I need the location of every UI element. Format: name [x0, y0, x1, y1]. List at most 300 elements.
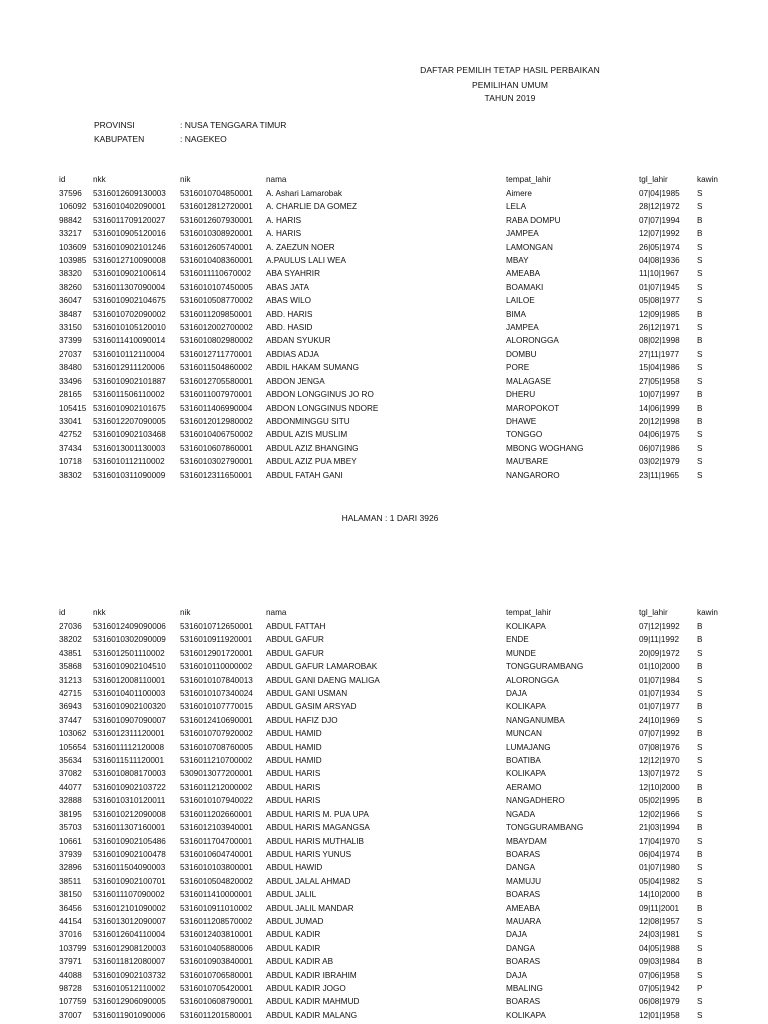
cell-nkk: 5316011709120027 [93, 215, 166, 225]
cell-id: 35634 [59, 756, 82, 766]
table-row [59, 767, 724, 780]
cell-kawin: B [697, 229, 703, 239]
table-row [59, 660, 724, 673]
cell-nik: 5316011202660001 [180, 809, 253, 819]
table-row [59, 915, 724, 928]
table-row [59, 727, 724, 740]
cell-nama: ABDUL HARIS [266, 769, 321, 779]
cell-id: 106092 [59, 202, 87, 212]
cell-nik: 5316012607930001 [180, 215, 253, 225]
cell-tgl-lahir: 05|08|1977 [639, 296, 680, 306]
table-row [59, 415, 724, 428]
cell-kawin: S [697, 689, 703, 699]
cell-nik: 5316011210700002 [180, 756, 253, 766]
cell-nik: 5316010504820002 [180, 876, 253, 886]
cell-nik: 5316010607860001 [180, 443, 253, 453]
cell-tempat-lahir: DANGA [506, 863, 536, 873]
cell-id: 37434 [59, 443, 82, 453]
cell-nama: ABDON JENGA [266, 376, 325, 386]
cell-tempat-lahir: AMEABA [506, 269, 541, 279]
cell-tempat-lahir: DAJA [506, 970, 527, 980]
cell-kawin: S [697, 715, 703, 725]
cell-tempat-lahir: LELA [506, 202, 527, 212]
cell-id: 38202 [59, 635, 82, 645]
document-year: TAHUN 2019 [484, 93, 536, 103]
cell-nkk: 5316010310120011 [93, 796, 166, 806]
table-row [59, 321, 724, 334]
cell-nama: ABDAN SYUKUR [266, 336, 331, 346]
cell-nik: 5316011410000001 [180, 890, 253, 900]
cell-kawin: S [697, 930, 703, 940]
cell-nama: ABDUL GASIM ARSYAD [266, 702, 357, 712]
table-row [59, 442, 724, 455]
col-header-nama: nama [266, 175, 287, 184]
cell-id: 107759 [59, 997, 87, 1007]
cell-tgl-lahir: 01|07|1934 [639, 689, 680, 699]
cell-kawin: S [697, 648, 703, 658]
cell-nama: ABDUL HARIS MUTHALIB [266, 836, 364, 846]
cell-nik: 5316010903840001 [180, 957, 253, 967]
cell-kawin: B [697, 702, 703, 712]
cell-nkk: 5316010105120010 [93, 323, 166, 333]
cell-tgl-lahir: 01|07|1945 [639, 282, 680, 292]
cell-tgl-lahir: 20|12|1998 [639, 416, 680, 426]
cell-kawin: S [697, 430, 703, 440]
table-row [59, 821, 724, 834]
table-row [59, 674, 724, 687]
cell-tgl-lahir: 04|08|1936 [639, 256, 680, 266]
cell-tempat-lahir: MBONG WOGHANG [506, 443, 584, 453]
table-row [59, 620, 724, 633]
cell-tgl-lahir: 27|11|1977 [639, 349, 680, 359]
cell-tgl-lahir: 10|07|1997 [639, 390, 680, 400]
cell-tempat-lahir: NANGADHERO [506, 796, 565, 806]
table-row [59, 995, 724, 1008]
table-row [59, 687, 724, 700]
table-row [59, 754, 724, 767]
cell-nik: 5316012605740001 [180, 242, 253, 252]
cell-nik: 5316011704700001 [180, 836, 253, 846]
cell-nama: A. HARIS [266, 215, 302, 225]
cell-id: 38302 [59, 470, 82, 480]
cell-nik: 5316010107770015 [180, 702, 253, 712]
table-header-row [59, 606, 724, 620]
cell-nkk: 5316010902100701 [93, 876, 166, 886]
cell-tgl-lahir: 06|08|1979 [639, 997, 680, 1007]
cell-nama: ABDUL JUMAD [266, 916, 324, 926]
cell-nama: ABDUL GAFUR [266, 648, 324, 658]
cell-nkk: 5316012501110002 [93, 648, 165, 658]
cell-nama: ABDON LONGGINUS JO RO [266, 390, 374, 400]
cell-tempat-lahir: MAUARA [506, 916, 542, 926]
cell-kawin: S [697, 363, 703, 373]
table-row [59, 808, 724, 821]
col-header-nik: nik [180, 608, 191, 617]
cell-id: 103985 [59, 256, 87, 266]
table-row [59, 469, 724, 482]
cell-tgl-lahir: 04|05|1988 [639, 943, 680, 953]
cell-nama: A.PAULUS LALI WEA [266, 256, 346, 266]
cell-id: 37447 [59, 715, 82, 725]
cell-nama: ABDUL HARIS YUNUS [266, 849, 352, 859]
cell-kawin: S [697, 863, 703, 873]
cell-nama: ABD. HASID [266, 323, 313, 333]
cell-tgl-lahir: 01|10|2000 [639, 662, 680, 672]
cell-kawin: S [697, 769, 703, 779]
cell-nkk: 5316010702090002 [93, 309, 166, 319]
cell-nkk: 5316010112110002 [93, 457, 165, 467]
cell-tempat-lahir: KOLIKAPA [506, 1010, 546, 1020]
cell-nama: ABDUL KADIR MAHMUD [266, 997, 360, 1007]
cell-nik: 5316010107840013 [180, 675, 253, 685]
table-row [59, 633, 724, 646]
cell-nkk: 5316012604110004 [93, 930, 166, 940]
cell-nama: ABDUL JALIL [266, 890, 317, 900]
cell-nik: 5316012403810001 [180, 930, 253, 940]
kabupaten-label: KABUPATEN [94, 134, 145, 144]
cell-nik: 5316010704850001 [180, 189, 253, 198]
cell-nama: ABDUL KADIR [266, 930, 321, 940]
table-row [59, 942, 724, 955]
cell-tempat-lahir: ALORONGGA [506, 675, 559, 685]
cell-nik: 5316011212000002 [180, 782, 253, 792]
cell-tempat-lahir: MBALING [506, 983, 543, 993]
cell-nkk: 5316011506110002 [93, 390, 165, 400]
cell-nkk: 5316010808170003 [93, 769, 166, 779]
cell-nkk: 5316010902100614 [93, 269, 166, 279]
cell-id: 103609 [59, 242, 87, 252]
table-row [59, 214, 724, 227]
cell-tgl-lahir: 13|07|1972 [639, 769, 680, 779]
cell-tempat-lahir: TONGGO [506, 430, 543, 440]
cell-id: 32896 [59, 863, 82, 873]
cell-nkk: 5316011307160001 [93, 823, 166, 833]
cell-kawin: B [697, 662, 703, 672]
col-header-kawin: kawin [697, 608, 718, 617]
cell-tempat-lahir: BOARAS [506, 890, 541, 900]
cell-id: 44077 [59, 782, 82, 792]
cell-nkk: 5316012207090005 [93, 416, 166, 426]
cell-nik: 5316010608790001 [180, 997, 253, 1007]
cell-tempat-lahir: MBAY [506, 256, 529, 266]
cell-nik: 5316010103800001 [180, 863, 253, 873]
cell-tgl-lahir: 15|04|1986 [639, 363, 680, 373]
cell-tempat-lahir: DHERU [506, 390, 536, 400]
cell-nik: 5316011209850001 [180, 309, 253, 319]
cell-nkk: 5316011410090014 [93, 336, 166, 346]
cell-tempat-lahir: KOLIKAPA [506, 769, 546, 779]
cell-id: 27037 [59, 349, 82, 359]
cell-nama: ABDIAS ADJA [266, 349, 319, 359]
cell-tempat-lahir: BOAMAKI [506, 282, 544, 292]
table-row [59, 200, 724, 213]
cell-nik: 5316011504860002 [180, 363, 253, 373]
cell-kawin: S [697, 202, 703, 212]
cell-tempat-lahir: TONGGURAMBANG [506, 662, 584, 672]
cell-nik: 5316010708760005 [180, 742, 253, 752]
cell-nama: ABDUL GAFUR [266, 635, 324, 645]
cell-id: 36943 [59, 702, 82, 712]
table-row [59, 928, 724, 941]
cell-tempat-lahir: NANGARORO [506, 470, 560, 480]
cell-id: 10718 [59, 457, 82, 467]
cell-tempat-lahir: BOARAS [506, 957, 541, 967]
cell-tgl-lahir: 28|12|1972 [639, 202, 680, 212]
cell-nkk: 5316012409090006 [93, 622, 166, 631]
table-row [59, 888, 724, 901]
cell-id: 38511 [59, 876, 82, 886]
cell-nik: 5316012103940001 [180, 823, 253, 833]
page-indicator: HALAMAN : 1 DARI 3926 [341, 513, 439, 523]
cell-nik: 5316012311650001 [180, 470, 253, 480]
cell-nama: A. ZAEZUN NOER [266, 242, 335, 252]
cell-kawin: B [697, 336, 703, 346]
cell-id: 44154 [59, 916, 82, 926]
col-header-tempat-lahir: tempat_lahir [506, 608, 552, 617]
table-row [59, 361, 724, 374]
cell-id: 33217 [59, 229, 82, 239]
cell-tgl-lahir: 07|06|1958 [639, 970, 680, 980]
cell-id: 32888 [59, 796, 82, 806]
cell-id: 37971 [59, 957, 82, 967]
cell-nkk: 5316010902104675 [93, 296, 166, 306]
cell-tempat-lahir: NGADA [506, 809, 536, 819]
table-row [59, 969, 724, 982]
table-row [59, 375, 724, 388]
cell-kawin: B [697, 957, 703, 967]
cell-id: 33496 [59, 376, 82, 386]
cell-kawin: S [697, 242, 703, 252]
cell-nama: ABDUL HAFIZ DJO [266, 715, 338, 725]
cell-tgl-lahir: 26|05|1974 [639, 242, 680, 252]
cell-tempat-lahir: MUNCAN [506, 729, 542, 739]
cell-nkk: 5316012906090005 [93, 997, 166, 1007]
cell-nkk: 5316012911120006 [93, 363, 165, 373]
cell-tgl-lahir: 11|10|1967 [639, 269, 680, 279]
cell-tempat-lahir: NANGANUMBA [506, 715, 565, 725]
table-row [59, 187, 724, 200]
cell-nik: 5309013077200001 [180, 769, 253, 779]
cell-nama: ABA SYAHRIR [266, 269, 320, 279]
cell-nik: 5316010604740001 [180, 849, 253, 859]
cell-nama: A. HARIS [266, 229, 302, 239]
cell-kawin: S [697, 189, 703, 198]
cell-nama: ABDONMINGGU SITU [266, 416, 350, 426]
cell-nik: 5316010802980002 [180, 336, 253, 346]
cell-nik: 5316012812720001 [180, 202, 253, 212]
cell-tgl-lahir: 06|07|1986 [639, 443, 680, 453]
col-header-tempat-lahir: tempat_lahir [506, 175, 552, 184]
cell-nama: ABDUL GANI USMAN [266, 689, 348, 699]
cell-nik: 5316012711770001 [180, 349, 253, 359]
table-row [59, 455, 724, 468]
cell-nkk: 5316010902103722 [93, 782, 166, 792]
cell-nkk: 5316010112110004 [93, 349, 165, 359]
cell-id: 98728 [59, 983, 82, 993]
cell-kawin: B [697, 403, 703, 413]
cell-tgl-lahir: 01|07|1977 [639, 702, 680, 712]
cell-nama: ABDUL AZIZ PUA MBEY [266, 457, 357, 467]
cell-nama: ABD. HARIS [266, 309, 313, 319]
cell-nkk: 5316012908120003 [93, 943, 166, 953]
voter-table-page-2 [59, 606, 724, 1022]
cell-nik: 5316010706580001 [180, 970, 253, 980]
table-row [59, 861, 724, 874]
col-header-nik: nik [180, 175, 191, 184]
table-row [59, 955, 724, 968]
cell-nkk: 5316011504090003 [93, 863, 166, 873]
cell-tgl-lahir: 14|10|2000 [639, 890, 680, 900]
cell-tgl-lahir: 24|10|1969 [639, 715, 680, 725]
col-header-nkk: nkk [93, 608, 106, 617]
cell-tgl-lahir: 12|01|1958 [639, 1010, 680, 1020]
cell-nkk: 5316013001130003 [93, 443, 166, 453]
col-header-nama: nama [266, 608, 287, 617]
cell-kawin: B [697, 622, 703, 631]
table-header-row [59, 173, 724, 187]
cell-tempat-lahir: DOMBU [506, 349, 537, 359]
table-row [59, 388, 724, 401]
cell-nik: 5316012410690001 [180, 715, 253, 725]
cell-tgl-lahir: 12|02|1966 [639, 809, 680, 819]
cell-nik: 5316012705580001 [180, 376, 253, 386]
cell-tempat-lahir: BOARAS [506, 997, 541, 1007]
cell-nama: ABDUL AZIZ BHANGING [266, 443, 359, 453]
table-row [59, 308, 724, 321]
cell-nik: 5316010406750002 [180, 430, 253, 440]
cell-tempat-lahir: DANGA [506, 943, 536, 953]
cell-id: 35868 [59, 662, 82, 672]
col-header-nkk: nkk [93, 175, 106, 184]
table-row [59, 267, 724, 280]
cell-kawin: S [697, 256, 703, 266]
cell-id: 38195 [59, 809, 82, 819]
cell-tgl-lahir: 07|04|1985 [639, 189, 680, 198]
cell-nama: ABDUL KADIR AB [266, 957, 334, 967]
table-row [59, 428, 724, 441]
cell-nama: ABDUL HAMID [266, 756, 322, 766]
cell-nama: ABDUL HAMID [266, 742, 322, 752]
cell-tempat-lahir: AERAMO [506, 782, 542, 792]
cell-nama: ABDIL HAKAM SUMANG [266, 363, 359, 373]
cell-tgl-lahir: 09|03|1984 [639, 957, 680, 967]
cell-nik: 5316011208570002 [180, 916, 253, 926]
cell-tempat-lahir: Aimere [506, 189, 532, 198]
cell-nkk: 5316011812080007 [93, 957, 166, 967]
cell-nkk: 5316012710090008 [93, 256, 166, 266]
cell-id: 38150 [59, 890, 82, 900]
cell-nama: ABDUL KADIR JOGO [266, 983, 346, 993]
cell-kawin: S [697, 457, 703, 467]
table-row [59, 848, 724, 861]
cell-nkk: 5316010902103468 [93, 430, 166, 440]
cell-nkk: 5316010401100003 [93, 689, 166, 699]
cell-nama: ABDUL KADIR IBRAHIM [266, 970, 357, 980]
cell-id: 33150 [59, 323, 82, 333]
cell-nkk: 5316010302090009 [93, 635, 166, 645]
cell-nama: ABDUL HARIS M. PUA UPA [266, 809, 369, 819]
cell-kawin: B [697, 782, 703, 792]
col-header-id: id [59, 175, 66, 184]
document-subtitle: PEMILIHAN UMUM [471, 80, 548, 90]
cell-tgl-lahir: 01|07|1984 [639, 675, 680, 685]
cell-kawin: S [697, 443, 703, 453]
cell-kawin: B [697, 890, 703, 900]
table-row [59, 741, 724, 754]
cell-nama: ABDUL GAFUR LAMAROBAK [266, 662, 378, 672]
cell-nik: 5316011007970001 [180, 390, 253, 400]
table-row [59, 714, 724, 727]
cell-tgl-lahir: 04|06|1975 [639, 430, 680, 440]
cell-tempat-lahir: MUNDE [506, 648, 537, 658]
cell-kawin: S [697, 916, 703, 926]
cell-id: 105654 [59, 742, 87, 752]
cell-kawin: S [697, 1010, 703, 1020]
cell-kawin: B [697, 849, 703, 859]
cell-tempat-lahir: TONGGURAMBANG [506, 823, 584, 833]
cell-tempat-lahir: PORE [506, 363, 530, 373]
cell-nkk: 5316012311120001 [93, 729, 165, 739]
cell-nik: 5316010508770002 [180, 296, 253, 306]
cell-id: 28165 [59, 390, 82, 400]
cell-nik: 5316010302790001 [180, 457, 253, 467]
cell-tempat-lahir: LAMONGAN [506, 242, 553, 252]
table-row [59, 281, 724, 294]
cell-nkk: 5316010902101675 [93, 403, 166, 413]
cell-nkk: 5316011112120008 [93, 742, 165, 752]
cell-id: 42715 [59, 689, 82, 699]
table-row [59, 700, 724, 713]
cell-nama: ABDUL GANI DAENG MALIGA [266, 675, 380, 685]
cell-nkk: 5316010902105486 [93, 836, 166, 846]
cell-kawin: B [697, 823, 703, 833]
cell-nama: ABDUL HARIS [266, 782, 321, 792]
cell-id: 37082 [59, 769, 82, 779]
provinsi-label: PROVINSI [94, 120, 135, 130]
cell-tgl-lahir: 01|07|1980 [639, 863, 680, 873]
cell-nik: 5316010408360001 [180, 256, 253, 266]
cell-tgl-lahir: 03|02|1979 [639, 457, 680, 467]
cell-kawin: S [697, 470, 703, 480]
cell-kawin: S [697, 876, 703, 886]
cell-kawin: S [697, 997, 703, 1007]
cell-tempat-lahir: ENDE [506, 635, 529, 645]
cell-nkk: 5316012609130003 [93, 189, 166, 198]
cell-nama: ABAS JATA [266, 282, 309, 292]
cell-kawin: S [697, 970, 703, 980]
cell-tgl-lahir: 07|05|1942 [639, 983, 680, 993]
cell-id: 31213 [59, 675, 82, 685]
cell-nkk: 5316010902100320 [93, 702, 166, 712]
cell-id: 36047 [59, 296, 82, 306]
cell-tgl-lahir: 07|07|1994 [639, 215, 680, 225]
cell-tempat-lahir: LUMAJANG [506, 742, 551, 752]
cell-tempat-lahir: AMEABA [506, 903, 541, 913]
cell-tgl-lahir: 12|09|1985 [639, 309, 680, 319]
cell-id: 103799 [59, 943, 87, 953]
cell-nkk: 5316011511120001 [93, 756, 165, 766]
cell-id: 36456 [59, 903, 82, 913]
cell-kawin: S [697, 742, 703, 752]
cell-kawin: S [697, 296, 703, 306]
table-row [59, 902, 724, 915]
cell-id: 38320 [59, 269, 82, 279]
cell-nkk: 5316010905120016 [93, 229, 166, 239]
kabupaten-value: : NAGEKEO [180, 134, 227, 144]
cell-nik: 5316010107450005 [180, 282, 253, 292]
cell-tgl-lahir: 23|11|1965 [639, 470, 680, 480]
cell-nik: 5316010107340024 [180, 689, 253, 699]
